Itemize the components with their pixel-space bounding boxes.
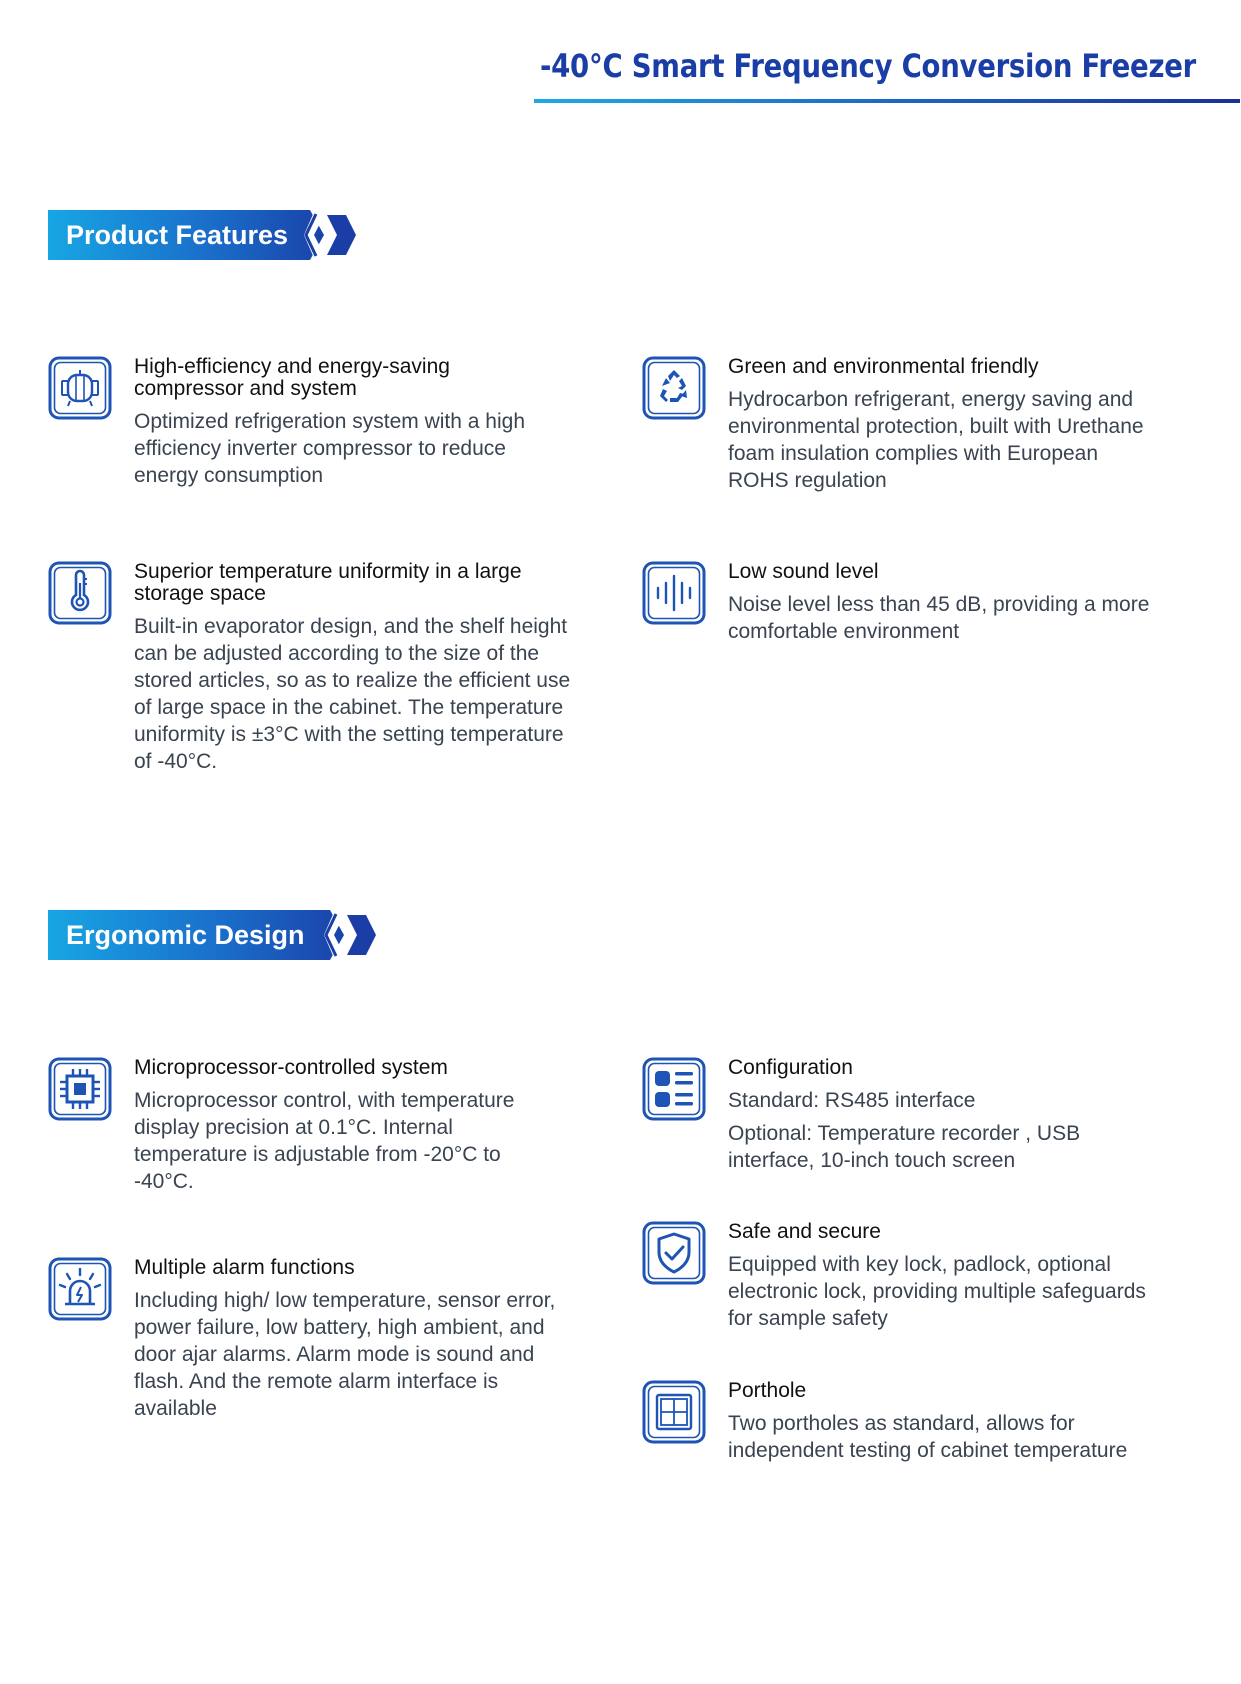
shield-check-icon (642, 1221, 706, 1285)
feature-description: Two portholes as standard, allows for independent testing of cabinet temperature (728, 1412, 1128, 1462)
feature-title: Configuration (728, 1056, 853, 1079)
feature-description: Hydrocarbon refrigerant, energy saving and environmental protection, built with Urethane foam insulation complies with European ROHS regulation (728, 388, 1144, 492)
thermometer-icon (48, 561, 112, 625)
feature-description: Equipped with key lock, padlock, optional electronic lock, providing multiple safeguards for sample safety (728, 1253, 1146, 1330)
feature-description: Optimized refrigeration system with a high efficiency inverter compressor to reduce energy consumption (134, 410, 525, 487)
feature-title: Porthole (728, 1379, 807, 1402)
feature-title: Low sound level (728, 560, 879, 583)
alarm-light-icon (48, 1257, 112, 1321)
feature-description: Built-in evaporator design, and the shelf height can be adjusted according to the size of the stored articles, so as to realize the efficient use of large space in the cabinet. The temperature uniformity is ±3°C with the setting temperature of -40°C. (134, 615, 571, 773)
feature-description: Standard: RS485 interface (728, 1089, 976, 1112)
feature-title: Microprocessor-controlled system (134, 1056, 448, 1079)
feature-description: Including high/ low temperature, sensor error, power failure, low battery, high ambient, and door ajar alarms. Alarm mode is sound and flash. And the remote alarm interface is available (134, 1289, 556, 1420)
microprocessor-icon (48, 1057, 112, 1121)
configuration-list-icon (642, 1057, 706, 1121)
compressor-icon (48, 356, 112, 420)
recycle-icon (642, 356, 706, 420)
feature-description: Microprocessor control, with temperature display precision at 0.1°C. Internal temperature is adjustable from -20°C to -40°C. (134, 1089, 515, 1193)
chevron-right-icon (304, 210, 362, 260)
section-title: Product Features (66, 220, 289, 250)
feature-title: Safe and secure (728, 1220, 881, 1243)
title-underline (534, 99, 1240, 103)
feature-title: Multiple alarm functions (134, 1256, 355, 1279)
section-banner-ergonomic-design (48, 910, 384, 960)
section-title: Ergonomic Design (66, 920, 305, 950)
feature-title: Superior temperature uniformity in a large storage space (134, 560, 522, 605)
sound-wave-icon (642, 561, 706, 625)
section-banner-product-features (48, 210, 364, 260)
feature-title: Green and environmental friendly (728, 355, 1039, 378)
feature-title: High-efficiency and energy-saving compressor and system (134, 355, 450, 400)
chevron-right-icon (324, 910, 382, 960)
porthole-icon (642, 1380, 706, 1444)
feature-description: Noise level less than 45 dB, providing a more comfortable environment (728, 593, 1150, 643)
feature-description-optional: Optional: Temperature recorder , USB interface, 10-inch touch screen (728, 1122, 1081, 1172)
page-title: -40°C Smart Frequency Conversion Freezer (540, 47, 1196, 85)
